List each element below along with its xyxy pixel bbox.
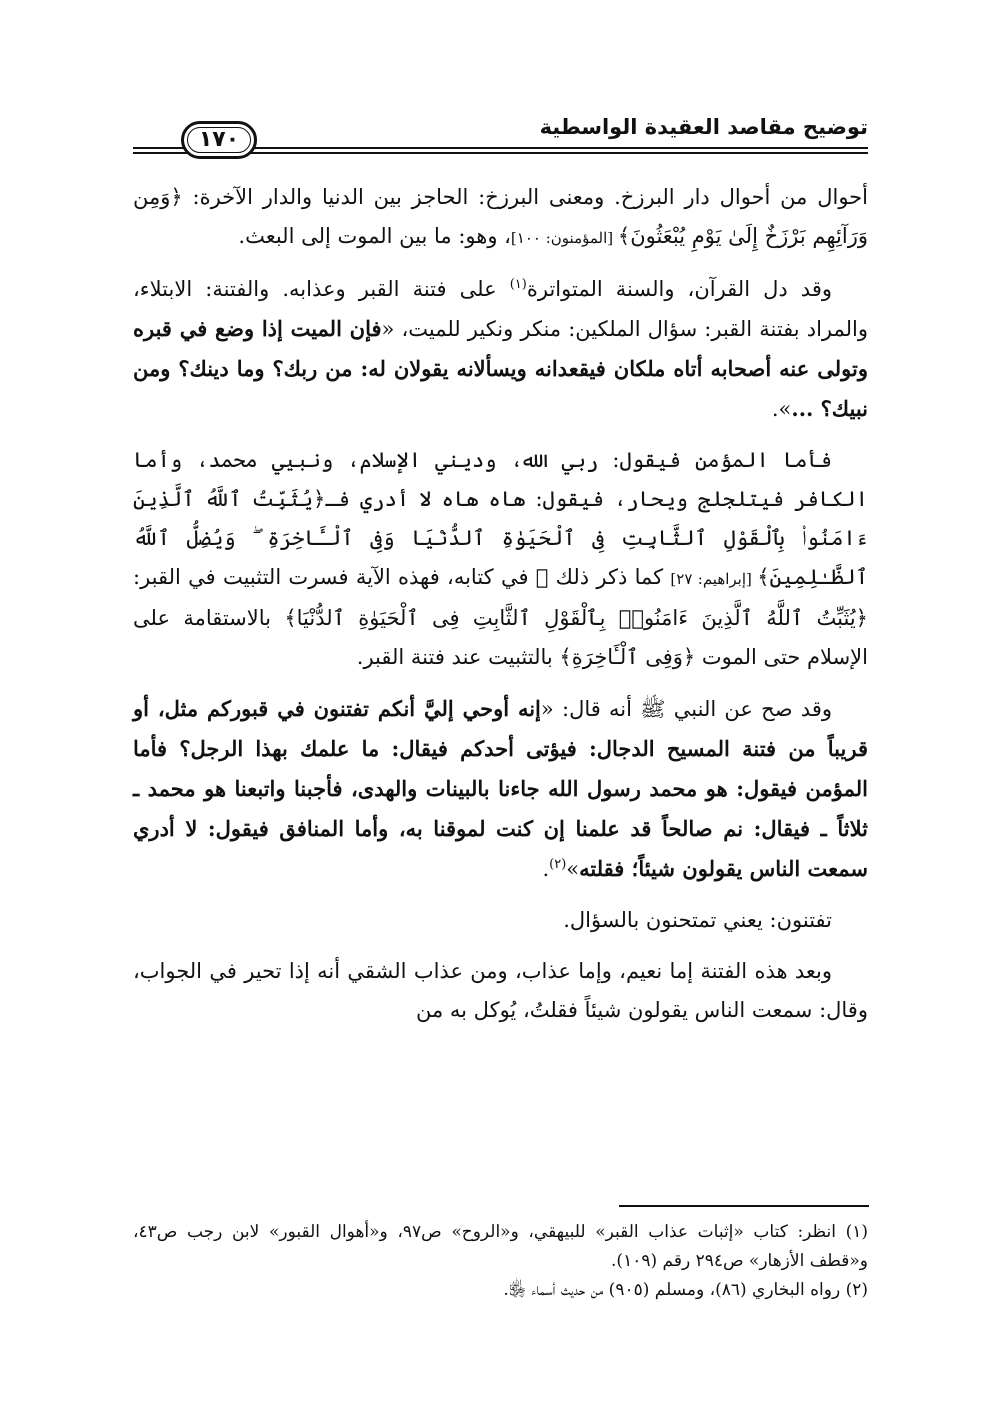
text-run: وقد دل القرآن، والسنة المتواترة (526, 277, 832, 301)
text-run: بالتثبيت عند فتنة القبر. (356, 645, 560, 669)
footnote-2: (٢) رواه البخاري (٨٦)، ومسلم (٩٠٥) من حديث أسماء ﵂. (503, 1280, 868, 1300)
footnotes (133, 1218, 868, 1305)
quran-verse: ﴿وَمِن وَرَآئِهِم بَرْزَخٌ إِلَىٰ يَوْمِ يُبْعَثُونَ﴾ (133, 185, 868, 248)
paragraph-2 (133, 270, 868, 429)
quran-verse: ﴿يُثَبِّتُ ٱللَّهُ ٱلَّذِينَ ءَامَنُوا۟ بِٱلْقَوْلِ ٱلثَّابِتِ فِى ٱلْحَيَوٰةِ ٱلدُّنْيَا وَفِى ٱلْـَٔاخِرَةِ ۖ وَيُضِلُّ ٱللَّهُ ٱلظَّـٰلِمِينَ﴾ (133, 487, 868, 589)
footnote-1: (١) انظر: كتاب «إثبات عذاب القبر» للبيهقي، و«الروح» ص٩٧، و«أهوال القبور» لابن رجب ص٤٣، و«قطف الأزهار» ص٢٩٤ رقم (١٠٩). (133, 1222, 868, 1271)
paragraph-3 (133, 441, 868, 677)
quran-verse: ﴿وَفِى ٱلْـَٔاخِرَةِ﴾ (559, 645, 696, 669)
text-run: بالاستقامة على الإسلام حتى الموت (133, 606, 868, 669)
book-title: توضيح مقاصد العقيدة الواسطية (530, 115, 868, 139)
text-run: ». (771, 397, 792, 421)
text-run: على فتنة القبر وعذابه. والفتنة: الابتلاء، والمراد بفتنة القبر: سؤال الملكين: منكر ونكير للميت، « (133, 277, 869, 341)
paragraph-6: وبعد هذه الفتنة إما نعيم، وإما عذاب، ومن عذاب الشقي أنه إذا تحير في الجواب، وقال: سمعت الناس يقولون شيئاً فقلتُ، يُوكل به من (133, 959, 868, 1022)
main-text (133, 178, 868, 1030)
footnote-separator (619, 1205, 869, 1207)
footnote-ref-2[interactable]: (٢) (549, 857, 567, 872)
page-header (133, 113, 868, 161)
text-run: وقد صح عن النبي ﷺ أنه قال: « (540, 697, 832, 721)
hadith-quote: فإن الميت إذا وضع في قبره وتولى عنه أصحابه أتاه ملكان فيقعدانه ويسألانه يقولان له: من ربك؟ وما دينك؟ ومن نبيك؟ ... (133, 316, 868, 421)
paragraph-4 (133, 689, 868, 889)
text-run: كما ذكر ذلك ﷻ في كتابه، فهذه الآية فسرت التثبيت في القبر: (133, 565, 671, 589)
paragraph-1 (133, 178, 868, 258)
verse-reference: [المؤمنون: ١٠٠] (510, 229, 618, 247)
quran-verse: ﴿يُثَبِّتُ ٱللَّهُ ٱلَّذِينَ ءَامَنُوا۟ بِٱلْقَوْلِ ٱلثَّابِتِ فِى ٱلْحَيَوٰةِ ٱلدُّنْيَا﴾ (284, 606, 868, 630)
text-run: فأما المؤمن فيقول: ربي الله، وديني الإسلام، ونبيي محمد، وأما الكافر فيتلجلج ويحار، فيقول: هاه هاه لا أدري فـ (133, 448, 868, 511)
hadith-quote: إنه أوحي إليَّ أنكم تفتنون في قبوركم مثل، أو قريباً من فتنة المسيح الدجال: فيؤتى أحدكم فيقال: ما علمك بهذا الرجل؟ فأما المؤمن فيقول: هو محمد رسول الله جاءنا بالبينات والهدى، فأجبنا واتبعنا هو محمد ـ ثلاثاً ـ فيقال: نم صالحاً قد علمنا إن كنت لموقنا به، وأما المنافق فيقول: لا أدري سمعت الناس يقولون شيئاً؛ فقلته (133, 696, 868, 881)
text-run: ، وهو: ما بين الموت إلى البعث. (238, 224, 511, 248)
text-run: . (542, 857, 550, 881)
paragraph-5: تفتنون: يعني تمتحنون بالسؤال. (563, 908, 832, 932)
page-number: ١٧٠ (181, 121, 257, 159)
text-run: أحوال من أحوال دار البرزخ. ومعنى البرزخ: الحاجز بين الدنيا والدار الآخرة: (182, 185, 868, 209)
verse-reference: [إبراهيم: ٢٧] (670, 570, 758, 588)
text-run: » (566, 857, 580, 881)
footnote-ref-1[interactable]: (١) (509, 277, 527, 292)
